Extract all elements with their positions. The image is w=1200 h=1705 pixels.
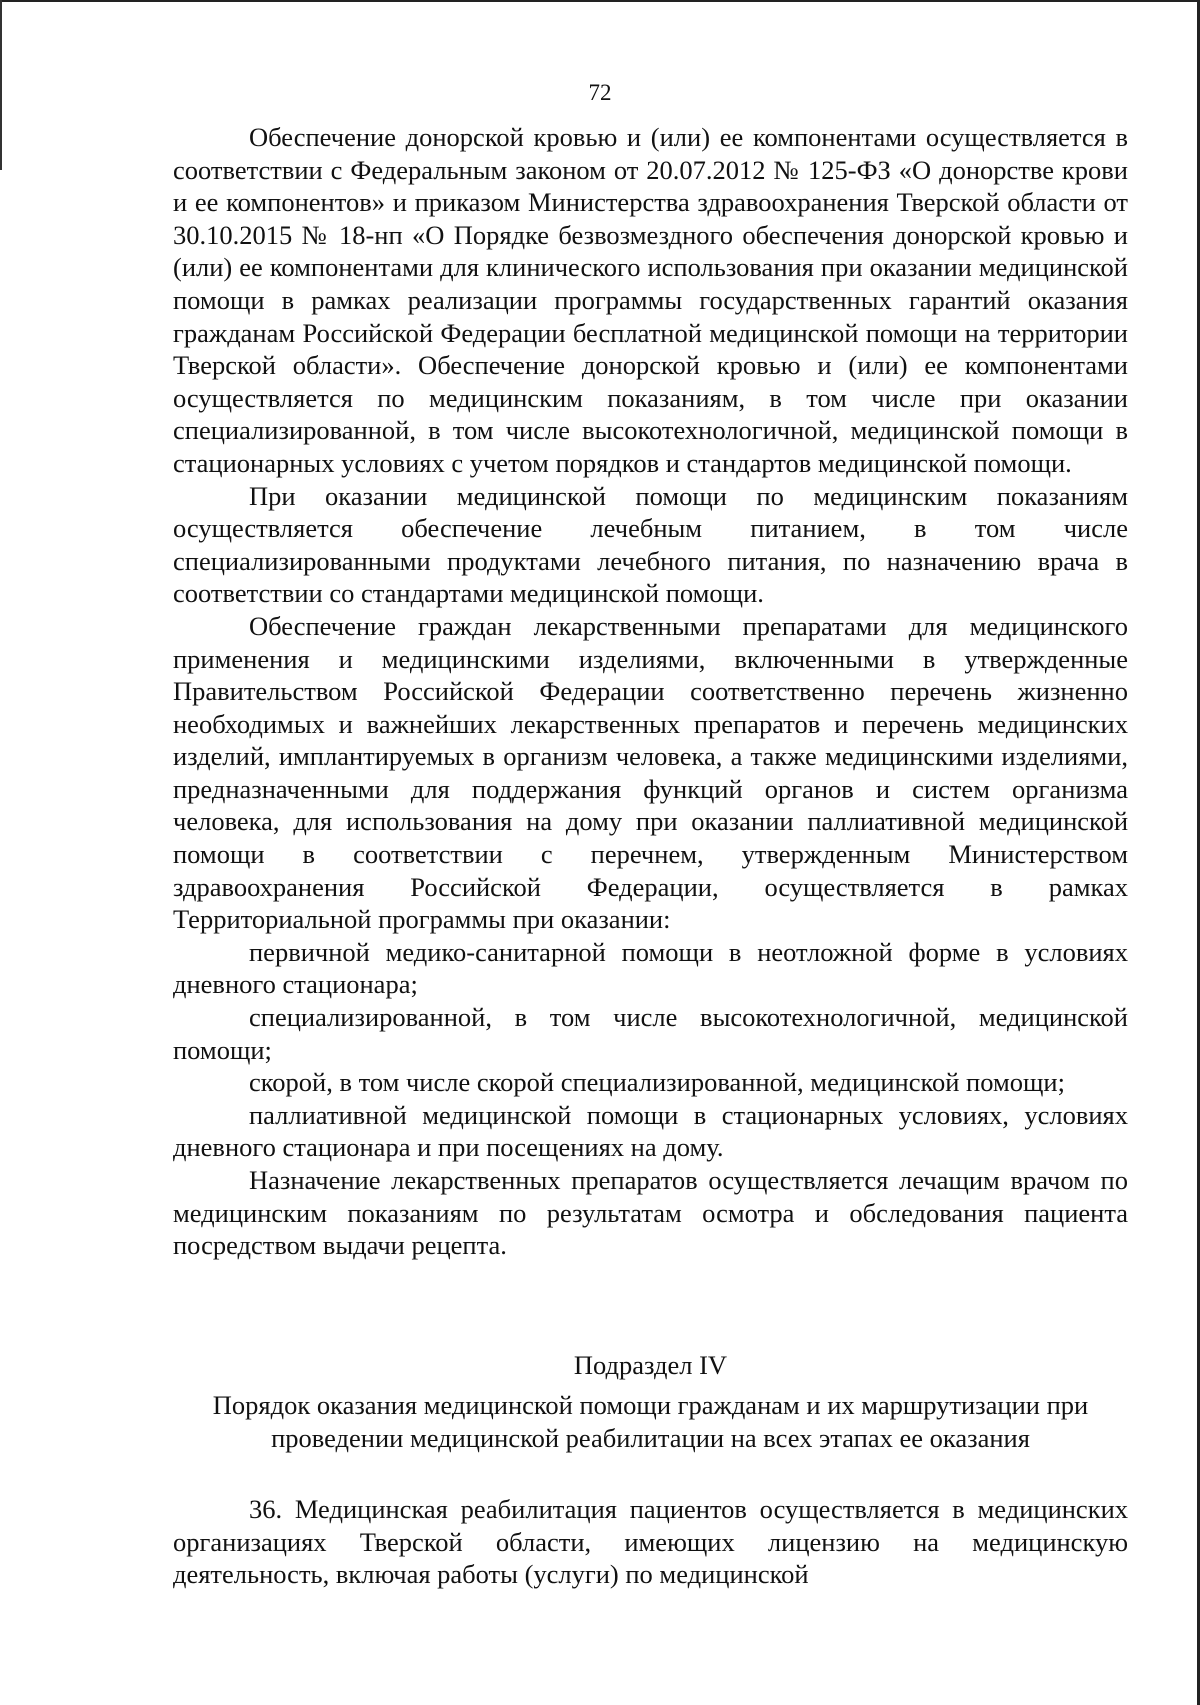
list-item-emergency-care: скорой, в том числе скорой специализированной, медицинской помощи;: [249, 1067, 1065, 1098]
section-title: [173, 1389, 1128, 1454]
scan-border-top: [0, 0, 1200, 2]
clause-36-text: [173, 1493, 1128, 1591]
section-subheading: Подраздел IV: [573, 1350, 728, 1380]
paragraph-therapeutic-nutrition: При оказании медицинской помощи по медицинским показаниям осуществляется обеспечение лечебным питанием, в том числе специализированными продуктами лечебного питания, по назначению врача в соответствии со стандартами медицинской помощи.: [173, 480, 1128, 609]
section-title-line-1: Порядок оказания медицинской помощи гражданам и их маршрутизации при: [212, 1390, 1089, 1420]
paragraph-medicines-provision: Обеспечение граждан лекарственными препаратами для медицинского применения и медицинскими изделиями, включенными в утвержденные Правительством Российской Федерации соответственно перечень жизненно необходимых и важнейших лекарственных препаратов и перечень медицинских изделий, имплантируемых в организм человека, а также медицинскими изделиями, предназначенными для поддержания функций органов и систем организма человека, для использования на дому при оказании паллиативной медицинской помощи в соответствии с перечнем, утвержденным Министерством здравоохранения Российской Федерации, осуществляется в рамках Территориальной программы при оказании:: [173, 610, 1128, 935]
clause-36: 36. Медицинская реабилитация пациентов осуществляется в медицинских организациях Тверской области, имеющих лицензию на медицинскую деятельность, включая работы (услуги) по медицинской: [173, 1494, 1128, 1590]
list-item-primary-care: первичной медико-санитарной помощи в неотложной форме в условиях дневного стационара;: [173, 936, 1128, 1000]
paragraph-prescription: Назначение лекарственных препаратов осуществляется лечащим врачом по медицинским показаниям по результатам осмотра и обследования пациента посредством выдачи рецепта.: [173, 1165, 1128, 1261]
paragraph-donor-blood: Обеспечение донорской кровью и (или) ее компонентами осуществляется в соответствии с Федеральным законом от 20.07.2012 № 125-ФЗ «О донорстве крови и ее компонентов» и приказом Министерства здравоохранения Тверской области от 30.10.2015 № 18-нп «О Порядке безвозмездного обеспечения донорской кровью и (или) ее компонентами для клинического использования при оказании медицинской помощи в рамках реализации программы государственных гарантий оказания гражданам Российской Федерации бесплатной медицинской помощи на территории Тверской области». Обеспечение донорской кровью и (или) ее компонентами осуществляется по медицинским показаниям, в том числе при оказании специализированной, в том числе высокотехнологичной, медицинской помощи в стационарных условиях с учетом порядков и стандартов медицинской помощи.: [173, 122, 1128, 478]
list-item-specialized-care: специализированной, в том числе высокотехнологичной, медицинской помощи;: [173, 1002, 1128, 1065]
body-text: [173, 121, 1128, 1262]
section-title-line-2: проведении медицинской реабилитации на всех этапах ее оказания: [271, 1422, 1030, 1453]
page-number: 72: [588, 80, 612, 105]
list-item-palliative-care: паллиативной медицинской помощи в стационарных условиях, условиях дневного стационара и при посещениях на дому.: [173, 1099, 1128, 1163]
